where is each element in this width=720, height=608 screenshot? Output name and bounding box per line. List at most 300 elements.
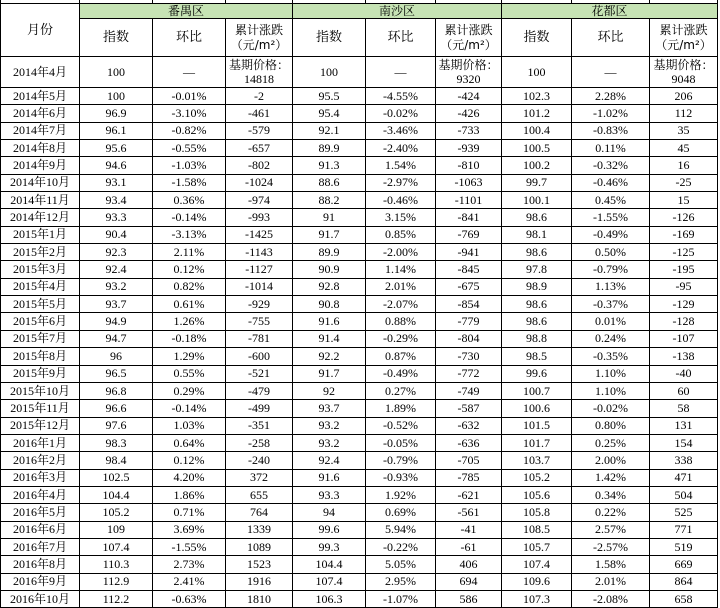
cumulative-cell: -521 — [226, 365, 293, 382]
cumulative-cell: -802 — [226, 157, 293, 174]
cumulative-cell: -1024 — [226, 174, 293, 191]
mom-cell: -2.40% — [366, 140, 436, 157]
index-cell: 98.5 — [502, 348, 572, 365]
cumulative-cell: -600 — [226, 348, 293, 365]
cumulative-cell: 16 — [650, 157, 718, 174]
month-cell: 2016年2月 — [1, 452, 80, 469]
index-cell: 95.4 — [293, 105, 366, 122]
index-cell: 99.6 — [293, 521, 366, 538]
cumulative-cell: 35 — [650, 122, 718, 139]
cumulative-cell: -258 — [226, 434, 293, 451]
month-cell: 2016年10月 — [1, 590, 80, 607]
district-header-row — [1, 4, 718, 19]
mom-cell: -0.18% — [153, 330, 226, 347]
index-cell: 98.9 — [502, 278, 572, 295]
table-row — [1, 556, 718, 573]
month-cell: 2015年11月 — [1, 400, 80, 417]
table-row — [1, 400, 718, 417]
month-cell: 2014年5月 — [1, 88, 80, 105]
mom-cell: 1.92% — [366, 486, 436, 503]
mom-cell: 5.05% — [366, 556, 436, 573]
table-row — [1, 486, 718, 503]
mom-cell: 5.94% — [366, 521, 436, 538]
cumulative-cell: -632 — [436, 417, 502, 434]
table-row — [1, 313, 718, 330]
mom-cell: 0.55% — [153, 365, 226, 382]
index-header: 指数 — [502, 19, 572, 57]
mom-cell: 1.89% — [366, 400, 436, 417]
mom-cell: -0.52% — [366, 417, 436, 434]
mom-cell: 0.27% — [366, 382, 436, 399]
month-cell: 2015年12月 — [1, 417, 80, 434]
cumulative-cell: -781 — [226, 330, 293, 347]
cumulative-cell: -769 — [436, 226, 502, 243]
cumulative-cell: 658 — [650, 590, 718, 607]
index-cell: 94.9 — [80, 313, 153, 330]
mom-cell: -0.32% — [572, 157, 650, 174]
cumulative-cell: -126 — [650, 209, 718, 226]
cumulative-cell: -657 — [226, 140, 293, 157]
index-cell: 89.9 — [293, 140, 366, 157]
mom-cell: -1.07% — [366, 590, 436, 607]
table-row — [1, 140, 718, 157]
month-cell: 2014年10月 — [1, 174, 80, 191]
table-row — [1, 452, 718, 469]
table-row — [1, 469, 718, 486]
cumulative-cell: 15 — [650, 192, 718, 209]
month-cell: 2015年2月 — [1, 244, 80, 261]
month-cell: 2014年11月 — [1, 192, 80, 209]
table-row — [1, 157, 718, 174]
mom-cell: — — [366, 57, 436, 88]
index-cell: 94 — [293, 504, 366, 521]
index-cell: 94.6 — [80, 157, 153, 174]
month-cell: 2016年5月 — [1, 504, 80, 521]
index-cell: 112.9 — [80, 573, 153, 590]
mom-cell: -2.97% — [366, 174, 436, 191]
cumulative-cell: 519 — [650, 538, 718, 555]
index-cell: 100 — [293, 57, 366, 88]
cumulative-cell: -749 — [436, 382, 502, 399]
cumulative-cell: -561 — [436, 504, 502, 521]
index-cell: 93.7 — [293, 400, 366, 417]
month-cell: 2015年4月 — [1, 278, 80, 295]
index-cell: 109 — [80, 521, 153, 538]
index-cell: 112.2 — [80, 590, 153, 607]
index-cell: 90.4 — [80, 226, 153, 243]
index-cell: 100 — [80, 88, 153, 105]
index-cell: 100.4 — [502, 122, 572, 139]
mom-cell: -0.02% — [572, 400, 650, 417]
cumulative-cell: 504 — [650, 486, 718, 503]
index-cell: 106.3 — [293, 590, 366, 607]
cumulative-cell: 586 — [436, 590, 502, 607]
table-row — [1, 434, 718, 451]
mom-cell: 2.01% — [572, 573, 650, 590]
mom-header: 环比 — [572, 19, 650, 57]
month-cell: 2015年9月 — [1, 365, 80, 382]
month-cell: 2016年7月 — [1, 538, 80, 555]
month-cell: 2016年8月 — [1, 556, 80, 573]
mom-cell: 0.85% — [366, 226, 436, 243]
index-cell: 97.8 — [502, 261, 572, 278]
index-cell: 98.6 — [502, 296, 572, 313]
table-row — [1, 192, 718, 209]
cumulative-cell: -61 — [436, 538, 502, 555]
mom-cell: -0.55% — [153, 140, 226, 157]
table-row — [1, 590, 718, 607]
mom-cell: -0.79% — [366, 452, 436, 469]
index-cell: 92 — [293, 382, 366, 399]
table-row — [1, 504, 718, 521]
cumulative-cell: -974 — [226, 192, 293, 209]
cumulative-cell: -854 — [436, 296, 502, 313]
index-cell: 93.4 — [80, 192, 153, 209]
cumulative-cell: -41 — [436, 521, 502, 538]
cumulative-cell: -621 — [436, 486, 502, 503]
cumulative-cell: 338 — [650, 452, 718, 469]
index-cell: 96.5 — [80, 365, 153, 382]
cumulative-cell: -351 — [226, 417, 293, 434]
cumulative-cell: -479 — [226, 382, 293, 399]
mom-cell: -0.35% — [572, 348, 650, 365]
index-cell: 91.6 — [293, 469, 366, 486]
table-row — [1, 330, 718, 347]
mom-cell: -0.79% — [572, 261, 650, 278]
cumulative-cell: 60 — [650, 382, 718, 399]
mom-cell: -0.46% — [366, 192, 436, 209]
table-row — [1, 538, 718, 555]
index-cell: 102.3 — [502, 88, 572, 105]
cumulative-cell: 406 — [436, 556, 502, 573]
index-cell: 102.5 — [80, 469, 153, 486]
index-cell: 95.6 — [80, 140, 153, 157]
mom-cell: 2.57% — [572, 521, 650, 538]
index-cell: 105.6 — [502, 486, 572, 503]
index-cell: 88.2 — [293, 192, 366, 209]
month-cell: 2014年12月 — [1, 209, 80, 226]
cumulative-cell: -1425 — [226, 226, 293, 243]
mom-cell: -0.14% — [153, 400, 226, 417]
index-cell: 108.5 — [502, 521, 572, 538]
cumulative-cell: 525 — [650, 504, 718, 521]
mom-cell: — — [153, 57, 226, 88]
table-row — [1, 278, 718, 295]
mom-cell: 1.29% — [153, 348, 226, 365]
mom-cell: -0.14% — [153, 209, 226, 226]
cumulative-cell: -461 — [226, 105, 293, 122]
base-period-row — [1, 57, 718, 88]
index-header: 指数 — [293, 19, 366, 57]
mom-cell: 0.64% — [153, 434, 226, 451]
cumulative-cell: -240 — [226, 452, 293, 469]
index-cell: 96.6 — [80, 400, 153, 417]
index-cell: 100.2 — [502, 157, 572, 174]
cumulative-cell: -587 — [436, 400, 502, 417]
index-cell: 93.2 — [293, 434, 366, 451]
cumulative-change-header: 累计涨跌（元/m²） — [436, 19, 502, 57]
index-cell: 91.6 — [293, 313, 366, 330]
cumulative-cell: 45 — [650, 140, 718, 157]
mom-header: 环比 — [366, 19, 436, 57]
month-cell: 2016年9月 — [1, 573, 80, 590]
mom-cell: 0.45% — [572, 192, 650, 209]
mom-cell: 1.10% — [572, 382, 650, 399]
base-price-cell: 基期价格：9048 — [650, 57, 718, 88]
index-cell: 98.1 — [502, 226, 572, 243]
cumulative-cell: -1063 — [436, 174, 502, 191]
table-row — [1, 122, 718, 139]
index-cell: 93.7 — [80, 296, 153, 313]
mom-cell: -2.08% — [572, 590, 650, 607]
mom-cell: 2.00% — [572, 452, 650, 469]
index-cell: 91.3 — [293, 157, 366, 174]
index-cell: 93.2 — [80, 278, 153, 295]
index-cell: 98.4 — [80, 452, 153, 469]
index-cell: 98.6 — [502, 209, 572, 226]
cumulative-cell: -195 — [650, 261, 718, 278]
index-cell: 96.1 — [80, 122, 153, 139]
base-price-cell: 基期价格：14818 — [226, 57, 293, 88]
index-cell: 94.7 — [80, 330, 153, 347]
index-cell: 92.8 — [293, 278, 366, 295]
cumulative-cell: -779 — [436, 313, 502, 330]
mom-cell: 0.24% — [572, 330, 650, 347]
mom-cell: — — [572, 57, 650, 88]
index-cell: 90.8 — [293, 296, 366, 313]
mom-cell: 1.14% — [366, 261, 436, 278]
month-cell: 2014年8月 — [1, 140, 80, 157]
cumulative-change-header: 累计涨跌（元/m²） — [226, 19, 293, 57]
mom-cell: 4.20% — [153, 469, 226, 486]
index-cell: 104.4 — [80, 486, 153, 503]
cumulative-cell: -2 — [226, 88, 293, 105]
cumulative-cell: 1916 — [226, 573, 293, 590]
mom-cell: -2.00% — [366, 244, 436, 261]
index-cell: 107.4 — [293, 573, 366, 590]
cumulative-cell: -929 — [226, 296, 293, 313]
cumulative-cell: -755 — [226, 313, 293, 330]
month-cell: 2016年3月 — [1, 469, 80, 486]
cumulative-cell: 655 — [226, 486, 293, 503]
cumulative-cell: -1014 — [226, 278, 293, 295]
mom-cell: -1.58% — [153, 174, 226, 191]
mom-cell: 2.95% — [366, 573, 436, 590]
mom-cell: 0.88% — [366, 313, 436, 330]
index-cell: 91 — [293, 209, 366, 226]
mom-cell: 0.34% — [572, 486, 650, 503]
table-row — [1, 174, 718, 191]
index-cell: 101.5 — [502, 417, 572, 434]
month-cell: 2014年6月 — [1, 105, 80, 122]
mom-cell: 0.25% — [572, 434, 650, 451]
cumulative-cell: -107 — [650, 330, 718, 347]
index-header: 指数 — [80, 19, 153, 57]
index-cell: 101.7 — [502, 434, 572, 451]
mom-cell: 0.12% — [153, 452, 226, 469]
month-cell: 2015年8月 — [1, 348, 80, 365]
mom-header: 环比 — [153, 19, 226, 57]
mom-cell: 1.03% — [153, 417, 226, 434]
index-cell: 105.7 — [502, 538, 572, 555]
index-cell: 96 — [80, 348, 153, 365]
index-cell: 88.6 — [293, 174, 366, 191]
month-column-header: 月份 — [1, 4, 80, 57]
mom-cell: -3.46% — [366, 122, 436, 139]
index-cell: 100.7 — [502, 382, 572, 399]
index-cell: 89.9 — [293, 244, 366, 261]
index-cell: 90.9 — [293, 261, 366, 278]
cumulative-cell: 206 — [650, 88, 718, 105]
mom-cell: 1.42% — [572, 469, 650, 486]
index-cell: 99.6 — [502, 365, 572, 382]
mom-cell: -0.05% — [366, 434, 436, 451]
index-cell: 101.2 — [502, 105, 572, 122]
mom-cell: 0.87% — [366, 348, 436, 365]
table-row — [1, 382, 718, 399]
metric-header-row — [1, 19, 718, 57]
table-row — [1, 244, 718, 261]
cumulative-cell: 694 — [436, 573, 502, 590]
cumulative-cell: -730 — [436, 348, 502, 365]
mom-cell: -0.37% — [572, 296, 650, 313]
index-cell: 97.6 — [80, 417, 153, 434]
index-cell: 110.3 — [80, 556, 153, 573]
index-cell: 100 — [80, 57, 153, 88]
cumulative-cell: -636 — [436, 434, 502, 451]
index-cell: 92.4 — [293, 452, 366, 469]
cumulative-cell: 471 — [650, 469, 718, 486]
mom-cell: -0.63% — [153, 590, 226, 607]
index-cell: 99.7 — [502, 174, 572, 191]
mom-cell: 0.69% — [366, 504, 436, 521]
index-cell: 91.4 — [293, 330, 366, 347]
cumulative-cell: -772 — [436, 365, 502, 382]
cumulative-cell: -426 — [436, 105, 502, 122]
cumulative-cell: 131 — [650, 417, 718, 434]
cumulative-cell: -841 — [436, 209, 502, 226]
mom-cell: 2.41% — [153, 573, 226, 590]
cumulative-cell: -1101 — [436, 192, 502, 209]
mom-cell: -3.13% — [153, 226, 226, 243]
cumulative-cell: -499 — [226, 400, 293, 417]
index-cell: 105.8 — [502, 504, 572, 521]
cumulative-cell: -25 — [650, 174, 718, 191]
mom-cell: -0.83% — [572, 122, 650, 139]
cumulative-cell: -129 — [650, 296, 718, 313]
index-cell: 99.3 — [293, 538, 366, 555]
cumulative-cell: -1143 — [226, 244, 293, 261]
month-cell: 2015年7月 — [1, 330, 80, 347]
cumulative-cell: -579 — [226, 122, 293, 139]
month-cell: 2016年4月 — [1, 486, 80, 503]
index-cell: 100.6 — [502, 400, 572, 417]
mom-cell: 1.86% — [153, 486, 226, 503]
cumulative-cell: 1523 — [226, 556, 293, 573]
month-cell: 2016年6月 — [1, 521, 80, 538]
mom-cell: -0.49% — [572, 226, 650, 243]
table-row — [1, 105, 718, 122]
mom-cell: -1.55% — [572, 209, 650, 226]
cumulative-cell: 112 — [650, 105, 718, 122]
mom-cell: 1.54% — [366, 157, 436, 174]
mom-cell: -0.02% — [366, 105, 436, 122]
index-cell: 107.4 — [502, 556, 572, 573]
mom-cell: -1.02% — [572, 105, 650, 122]
index-cell: 98.3 — [80, 434, 153, 451]
index-cell: 93.3 — [80, 209, 153, 226]
cumulative-cell: -125 — [650, 244, 718, 261]
table-row — [1, 521, 718, 538]
mom-cell: -0.82% — [153, 122, 226, 139]
index-cell: 109.6 — [502, 573, 572, 590]
mom-cell: 3.15% — [366, 209, 436, 226]
table-row — [1, 261, 718, 278]
cumulative-cell: -804 — [436, 330, 502, 347]
cumulative-cell: -138 — [650, 348, 718, 365]
index-cell: 91.7 — [293, 365, 366, 382]
mom-cell: 0.01% — [572, 313, 650, 330]
table-row — [1, 226, 718, 243]
month-cell: 2016年1月 — [1, 434, 80, 451]
index-cell: 98.8 — [502, 330, 572, 347]
cumulative-cell: -785 — [436, 469, 502, 486]
mom-cell: 0.82% — [153, 278, 226, 295]
base-price-cell: 基期价格：9320 — [436, 57, 502, 88]
table-row — [1, 573, 718, 590]
mom-cell: -0.93% — [366, 469, 436, 486]
mom-cell: -1.03% — [153, 157, 226, 174]
table-row — [1, 348, 718, 365]
district-header-panyu: 番禺区 — [80, 4, 293, 19]
month-cell: 2015年6月 — [1, 313, 80, 330]
table-row — [1, 88, 718, 105]
mom-cell: 1.26% — [153, 313, 226, 330]
table-row — [1, 209, 718, 226]
index-cell: 93.2 — [293, 417, 366, 434]
mom-cell: 2.11% — [153, 244, 226, 261]
cumulative-cell: -675 — [436, 278, 502, 295]
cumulative-cell: -1127 — [226, 261, 293, 278]
month-cell: 2015年3月 — [1, 261, 80, 278]
cumulative-cell: 58 — [650, 400, 718, 417]
index-cell: 92.1 — [293, 122, 366, 139]
month-cell: 2015年5月 — [1, 296, 80, 313]
mom-cell: 0.11% — [572, 140, 650, 157]
mom-cell: -2.57% — [572, 538, 650, 555]
cumulative-cell: -95 — [650, 278, 718, 295]
mom-cell: -0.01% — [153, 88, 226, 105]
mom-cell: -0.29% — [366, 330, 436, 347]
cumulative-cell: -40 — [650, 365, 718, 382]
mom-cell: -3.10% — [153, 105, 226, 122]
index-cell: 107.4 — [80, 538, 153, 555]
cumulative-cell: 372 — [226, 469, 293, 486]
month-cell: 2015年1月 — [1, 226, 80, 243]
index-cell: 92.3 — [80, 244, 153, 261]
cumulative-cell: -810 — [436, 157, 502, 174]
month-cell: 2014年4月 — [1, 57, 80, 88]
month-cell: 2014年9月 — [1, 157, 80, 174]
mom-cell: 0.12% — [153, 261, 226, 278]
index-cell: 105.2 — [502, 469, 572, 486]
month-cell: 2015年10月 — [1, 382, 80, 399]
mom-cell: 0.71% — [153, 504, 226, 521]
cumulative-cell: -705 — [436, 452, 502, 469]
index-cell: 100.5 — [502, 140, 572, 157]
index-cell: 107.3 — [502, 590, 572, 607]
cumulative-cell: -941 — [436, 244, 502, 261]
